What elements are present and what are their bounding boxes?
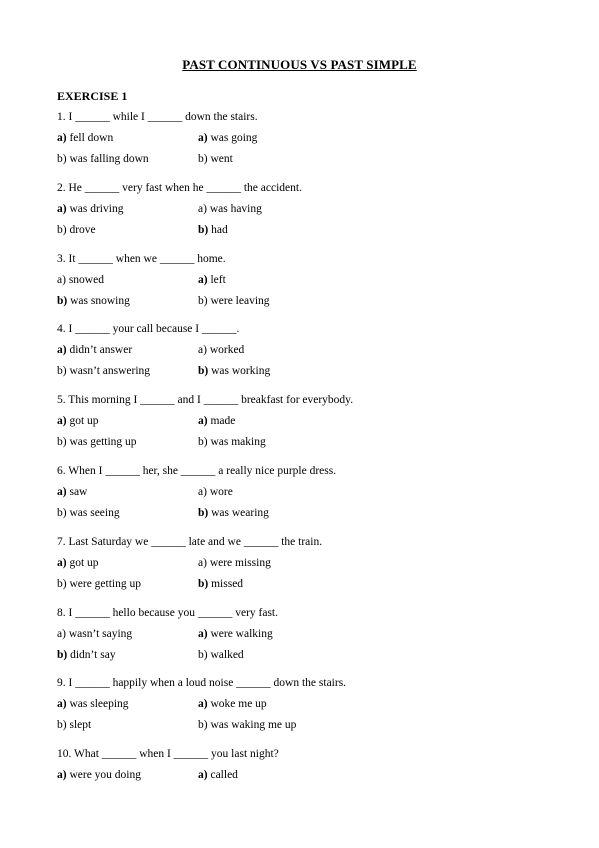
option-letter: a) — [198, 273, 208, 286]
option-letter: a) — [198, 132, 208, 144]
option-b-right — [198, 578, 243, 590]
option-letter: a) — [198, 202, 207, 215]
option-letter: a) — [198, 698, 208, 711]
option-letter: b) — [198, 507, 209, 519]
page-title: PAST CONTINUOUS VS PAST SIMPLE — [182, 57, 417, 72]
option-text: drove — [66, 223, 96, 236]
option-text: was working — [208, 365, 271, 378]
option-a-left — [57, 132, 113, 144]
option-a-left — [57, 274, 104, 286]
option-letter: a) — [198, 486, 207, 498]
option-b-left — [57, 295, 130, 307]
option-a-right — [198, 486, 233, 498]
option-text: was snowing — [67, 294, 130, 307]
option-letter: b) — [57, 507, 67, 519]
option-letter: b) — [57, 223, 67, 236]
option-letter: a) — [198, 344, 207, 357]
option-b-right — [198, 649, 244, 661]
question-text: 9. I ______ happily when a loud noise ______ down the stairs. — [57, 677, 347, 690]
option-letter: a) — [57, 698, 67, 711]
option-b-right — [198, 719, 296, 731]
option-letter: a) — [198, 627, 208, 640]
option-b-right — [198, 295, 270, 307]
option-letter: a) — [57, 132, 67, 144]
option-letter: a) — [57, 202, 67, 215]
option-b-right — [198, 436, 266, 448]
question-text: 5. This morning I ______ and I ______ breakfast for everybody. — [57, 394, 354, 407]
question-text: 10. What ______ when I ______ you last night? — [57, 748, 279, 761]
option-text: got up — [66, 556, 99, 569]
option-a-right — [198, 698, 267, 710]
option-text: got up — [66, 415, 99, 428]
option-text: was driving — [66, 202, 124, 215]
option-letter: a) — [198, 556, 207, 569]
option-letter: b) — [57, 648, 68, 661]
option-a-right — [198, 274, 226, 286]
option-b-right — [198, 507, 269, 519]
option-letter: b) — [198, 223, 209, 236]
option-text: fell down — [66, 132, 114, 144]
option-b-right — [198, 153, 233, 165]
option-a-right — [198, 203, 262, 215]
option-text: woke me up — [207, 698, 267, 711]
option-letter: b) — [57, 719, 67, 732]
option-text: had — [208, 223, 228, 236]
option-a-left — [57, 415, 99, 427]
option-text: left — [207, 273, 226, 286]
option-letter: b) — [57, 365, 67, 378]
option-text: slept — [66, 719, 92, 732]
option-b-right — [198, 365, 270, 377]
option-text: was sleeping — [66, 698, 129, 711]
option-b-left — [57, 224, 96, 236]
option-text: didn’t say — [67, 648, 116, 661]
option-text: snowed — [65, 273, 104, 286]
option-letter: b) — [198, 577, 209, 590]
option-letter: a) — [57, 556, 67, 569]
option-a-right — [198, 344, 244, 356]
question-text: 8. I ______ hello because you ______ very fast. — [57, 606, 279, 619]
option-a-left — [57, 698, 129, 710]
option-text: made — [207, 415, 236, 428]
option-text: went — [207, 153, 233, 165]
option-a-left — [57, 628, 132, 640]
option-text: didn’t answer — [66, 344, 133, 357]
option-text: was wearing — [208, 507, 269, 519]
option-a-left — [57, 344, 132, 356]
option-letter: a) — [57, 415, 67, 428]
option-text: was going — [207, 132, 258, 144]
option-letter: a) — [57, 769, 67, 782]
option-letter: b) — [57, 577, 67, 590]
option-b-left — [57, 153, 149, 165]
option-text: were missing — [206, 556, 271, 569]
option-a-left — [57, 769, 141, 781]
option-text: were leaving — [207, 294, 270, 307]
option-text: wore — [206, 486, 233, 498]
option-a-left — [57, 486, 87, 498]
option-b-left — [57, 507, 120, 519]
option-text: were walking — [207, 627, 273, 640]
option-a-right — [198, 628, 273, 640]
option-b-left — [57, 649, 116, 661]
option-text: was having — [206, 202, 262, 215]
option-text: was getting up — [66, 436, 137, 449]
option-letter: a) — [57, 627, 66, 640]
option-letter: a) — [57, 486, 67, 498]
option-letter: b) — [57, 436, 67, 449]
question-text: 1. I ______ while I ______ down the stairs. — [57, 111, 258, 123]
option-text: saw — [66, 486, 88, 498]
option-b-left — [57, 436, 137, 448]
option-text: walked — [207, 648, 244, 661]
option-text: were you doing — [66, 769, 142, 782]
option-text: missed — [208, 577, 244, 590]
option-text: were getting up — [66, 577, 142, 590]
option-b-left — [57, 365, 150, 377]
option-a-left — [57, 557, 99, 569]
option-letter: a) — [57, 273, 66, 286]
option-b-left — [57, 719, 91, 731]
question-text: 2. He ______ very fast when he ______ the accident. — [57, 181, 302, 194]
option-b-left — [57, 578, 141, 590]
option-letter: b) — [198, 294, 208, 307]
option-letter: a) — [198, 415, 208, 428]
option-letter: a) — [198, 769, 208, 782]
option-letter: b) — [198, 365, 209, 378]
question-text: 4. I ______ your call because I ______. — [57, 323, 240, 336]
option-letter: a) — [57, 344, 67, 357]
option-b-right — [198, 224, 228, 236]
question-text: 7. Last Saturday we ______ late and we ______ the train. — [57, 535, 323, 548]
option-a-right — [198, 415, 235, 427]
option-letter: b) — [198, 648, 208, 661]
option-letter: b) — [198, 153, 208, 165]
option-text: worked — [206, 344, 245, 357]
exercise-heading: EXERCISE 1 — [57, 89, 128, 103]
option-letter: b) — [57, 294, 68, 307]
question-text: 3. It ______ when we ______ home. — [57, 252, 226, 265]
option-a-right — [198, 557, 271, 569]
option-letter: b) — [57, 153, 67, 165]
option-text: wasn’t answering — [66, 365, 151, 378]
question-text: 6. When I ______ her, she ______ a really nice purple dress. — [57, 465, 337, 477]
option-a-right — [198, 132, 257, 144]
option-letter: b) — [198, 719, 208, 732]
option-text: was falling down — [66, 153, 149, 165]
option-letter: b) — [198, 436, 208, 449]
option-text: wasn’t saying — [65, 627, 133, 640]
option-text: was seeing — [66, 507, 120, 519]
option-a-left — [57, 203, 123, 215]
option-text: was waking me up — [207, 719, 297, 732]
option-a-right — [198, 769, 238, 781]
option-text: was making — [207, 436, 266, 449]
option-text: called — [207, 769, 238, 782]
